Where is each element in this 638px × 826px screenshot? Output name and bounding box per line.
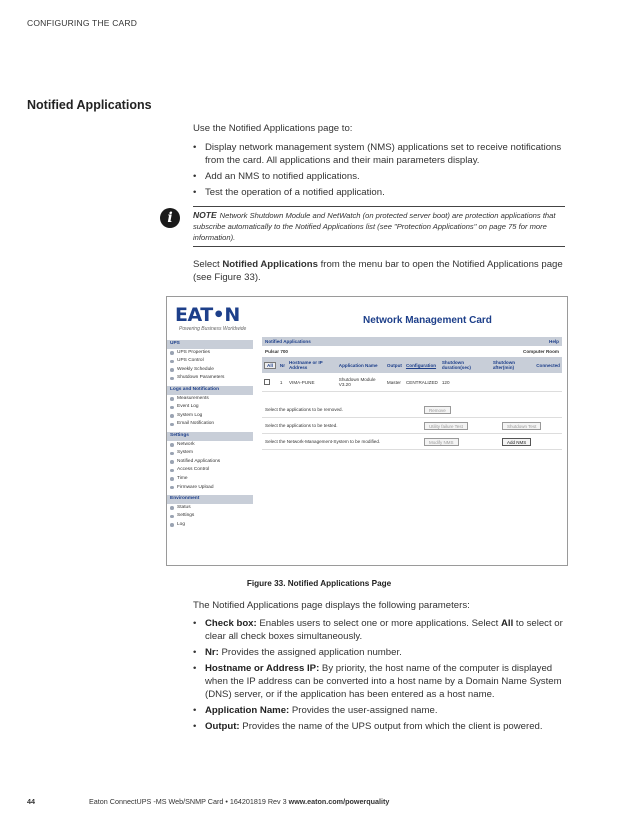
footer-text [89, 797, 389, 806]
note-lead: NOTE [193, 210, 217, 220]
sidebar-item-system-log[interactable]: System Log [167, 412, 253, 421]
list-item [193, 662, 573, 701]
cell-host: VIMA-PUNE [287, 373, 337, 392]
select-all-button[interactable]: All [264, 362, 276, 369]
menu-reference: Notified Applications [222, 259, 318, 270]
device-location: Computer Room [523, 349, 559, 354]
cell-config: CENTRALIZED [404, 373, 440, 392]
parameters-intro: The Notified Applications page displays the following parameters: [193, 600, 470, 611]
param-text: Provides the name of the UPS output from which the client is powered. [239, 721, 543, 732]
select-paragraph [193, 258, 573, 284]
row-checkbox-cell [262, 373, 278, 392]
param-term: Hostname or Address IP: [205, 663, 320, 674]
figure-screenshot [166, 296, 568, 566]
remove-button[interactable]: Remove [424, 406, 451, 414]
col-connected: Connected [534, 357, 562, 373]
sidebar-item-measurements[interactable]: Measurements [167, 395, 253, 404]
select-text-before: Select [193, 259, 223, 270]
intro-text: Use the Notified Applications page to: [193, 123, 353, 134]
list-item: • Add an NMS to notified applications. [193, 170, 573, 183]
table-row [262, 373, 562, 392]
sidebar-item-notified-applications[interactable]: Notified Applications [167, 458, 253, 467]
sidebar-item-weekly-schedule[interactable]: Weekly Schedule [167, 366, 253, 375]
remove-row [262, 402, 562, 418]
device-name: Pulsar 700 [265, 349, 288, 354]
panel-title: Notified Applications [265, 339, 311, 344]
sidebar-item-time[interactable]: Time [167, 475, 253, 484]
sidebar-item-ups-control[interactable]: UPS Control [167, 357, 253, 366]
sidebar-item-ups-properties[interactable]: UPS Properties [167, 349, 253, 358]
col-application-name: Application Name [337, 357, 385, 373]
param-text: Provides the assigned application number. [218, 647, 402, 658]
list-item: • Test the operation of a notified application. [193, 186, 573, 199]
col-nr: Nr [278, 357, 287, 373]
list-item [193, 720, 573, 733]
cell-connected [534, 373, 562, 392]
figure-caption: Figure 33. Notified Applications Page [246, 579, 392, 588]
list-item [193, 704, 573, 717]
sidebar-item-firmware-upload[interactable]: Firmware Upload [167, 484, 253, 493]
select-text-after: from the menu bar to open the Notified Applications page (see Figure 33). [193, 259, 563, 283]
utility-failure-test-button[interactable]: Utility failure Test [424, 422, 468, 430]
modify-row [262, 434, 562, 450]
table-header-row [262, 357, 562, 373]
sidebar-head-settings: Settings [167, 432, 253, 441]
cell-after [491, 373, 534, 392]
param-text: By priority, the host name of the computer is displayed when the IP address can be converted into a host name by a Domain Name System (DNS) server, or if the application has been entered as a host name. [205, 663, 562, 700]
remove-label: Select the applications to be removed. [265, 407, 343, 412]
applications-table [262, 357, 562, 392]
param-term-inline: All [500, 618, 514, 629]
note-box [193, 206, 565, 247]
param-text: Enables users to select one or more applications. Select [256, 618, 501, 629]
list-item [193, 646, 573, 659]
page-number: 44 [27, 797, 35, 806]
sidebar-head-logs: Logs and Notification [167, 386, 253, 395]
col-output: Output [385, 357, 404, 373]
param-term: Check box: [205, 618, 257, 629]
main-panel [262, 337, 562, 450]
help-link[interactable]: Help [549, 339, 559, 344]
note-text: Network Shutdown Module and NetWatch (on protected server boot) are protection applications that subscribe automatically to the Notified Applications list (see "Protection Applications" on page 75 for more information). [193, 211, 556, 242]
cell-app: Shutdown Module V3.20 [337, 373, 385, 392]
list-item [193, 617, 573, 643]
logo-tagline: Powering Business Worldwide [179, 326, 247, 332]
param-term: Application Name: [205, 705, 290, 716]
sidebar-item-status[interactable]: Status [167, 504, 253, 513]
shutdown-test-button[interactable]: Shutdown Test [502, 422, 541, 430]
col-configuration: Configuration [404, 357, 440, 373]
section-title: Notified Applications [27, 98, 152, 112]
card-heading: Network Management Card [363, 315, 492, 326]
modify-label: Select the Network-Management-System to be modified. [265, 439, 381, 444]
footer-url: www.eaton.com/powerquality [288, 797, 390, 806]
cell-nr: 1 [278, 373, 287, 392]
list-item: • Display network management system (NMS) applications set to receive notifications from the card. All applications and their main parameters display. [193, 141, 573, 167]
sidebar-item-system[interactable]: System [167, 449, 253, 458]
cell-output: Master [385, 373, 404, 392]
sidebar-item-env-settings[interactable]: Settings [167, 512, 253, 521]
col-shutdown-duration: Shutdown duration(sec) [440, 357, 491, 373]
footer-product: Eaton ConnectUPS -MS Web/SNMP Card • 164201819 Rev 3 [89, 797, 289, 806]
row-checkbox[interactable] [264, 379, 270, 385]
sidebar-item-access-control[interactable]: Access Control [167, 466, 253, 475]
col-shutdown-after: Shutdown after(min) [491, 357, 534, 373]
panel-title-bar [262, 337, 562, 346]
modify-nms-button[interactable]: Modify NMS [424, 438, 459, 446]
info-icon: i [160, 208, 180, 228]
test-label: Select the applications to be tested. [265, 423, 338, 428]
param-text: to select or clear all check boxes simultaneously. [205, 618, 563, 642]
sidebar-head-ups: UPS [167, 340, 253, 349]
parameters-list [193, 617, 573, 736]
feature-list [193, 141, 573, 202]
cell-duration: 120 [440, 373, 491, 392]
col-hostname: Hostname or IP Address [287, 357, 337, 373]
add-nms-button[interactable]: Add NMS [502, 438, 531, 446]
device-bar [262, 346, 562, 357]
eaton-logo: EAT•N [175, 304, 240, 326]
test-row [262, 418, 562, 434]
sidebar [167, 337, 253, 529]
param-text: Provides the user-assigned name. [289, 705, 438, 716]
sidebar-item-log[interactable]: Log [167, 521, 253, 530]
sidebar-item-event-log[interactable]: Event Log [167, 403, 253, 412]
param-term: Output: [205, 721, 240, 732]
running-header: CONFIGURING THE CARD [27, 18, 138, 28]
sidebar-item-email-notification[interactable]: Email Notification [167, 420, 253, 429]
sidebar-head-environment: Environment [167, 495, 253, 504]
sidebar-item-shutdown-parameters[interactable]: Shutdown Parameters [167, 374, 253, 383]
sidebar-item-network[interactable]: Network [167, 441, 253, 450]
param-term: Nr: [205, 647, 219, 658]
col-all [262, 357, 278, 373]
